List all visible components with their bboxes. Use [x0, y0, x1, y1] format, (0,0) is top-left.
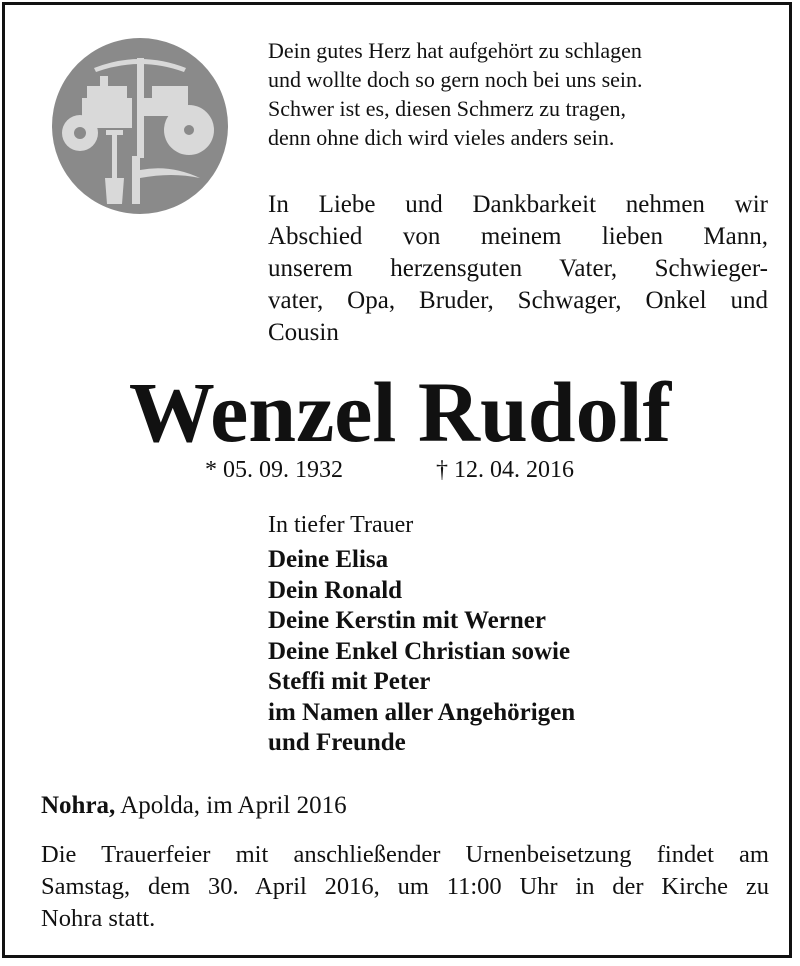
death-date: † 12. 04. 2016	[436, 457, 574, 483]
intro-line: Abschied von meinem lieben Mann,	[268, 223, 768, 250]
place-rest: Apolda, im April 2016	[120, 792, 347, 819]
intro-text	[268, 189, 768, 349]
poem-line: und wollte doch so gern noch bei uns sein.	[268, 67, 643, 92]
intro-line: unserem herzensguten Vater, Schwieger-	[268, 255, 768, 282]
notice-line: Die Trauerfeier mit anschließender Urnenbeisetzung findet am	[41, 841, 769, 868]
family-member: Deine Kerstin mit Werner	[268, 607, 546, 634]
mourning-label: In tiefer Trauer	[268, 512, 414, 538]
place-date	[41, 790, 347, 822]
intro-line: vater, Opa, Bruder, Schwager, Onkel und	[268, 287, 768, 314]
family-member: Deine Elisa	[268, 546, 389, 573]
family-member: Deine Enkel Christian sowie	[268, 637, 571, 665]
tractor-tools-emblem-icon	[52, 38, 228, 214]
poem-line: Dein gutes Herz hat aufgehört zu schlagen	[268, 38, 642, 63]
intro-line: Cousin	[268, 319, 339, 346]
poem-line: denn ohne dich wird vieles anders sein.	[268, 125, 615, 150]
deceased-name: Wenzel Rudolf	[128, 364, 672, 460]
notice-line: Nohra statt.	[41, 905, 156, 932]
poem	[268, 36, 768, 152]
notice-line: Samstag, dem 30. April 2016, um 11:00 Uhr in der Kirche zu	[41, 873, 769, 900]
family-member: Dein Ronald	[268, 576, 403, 604]
family-member: im Namen aller Angehörigen	[268, 698, 576, 726]
family-list	[268, 545, 575, 759]
family-member: und Freunde	[268, 729, 406, 756]
place-town: Nohra,	[41, 792, 116, 819]
poem-line: Schwer ist es, diesen Schmerz zu tragen,	[268, 96, 626, 121]
funeral-notice	[41, 839, 769, 935]
family-member: Steffi mit Peter	[268, 668, 431, 695]
intro-line: In Liebe und Dankbarkeit nehmen wir	[268, 191, 768, 218]
birth-date: * 05. 09. 1932	[205, 457, 343, 483]
